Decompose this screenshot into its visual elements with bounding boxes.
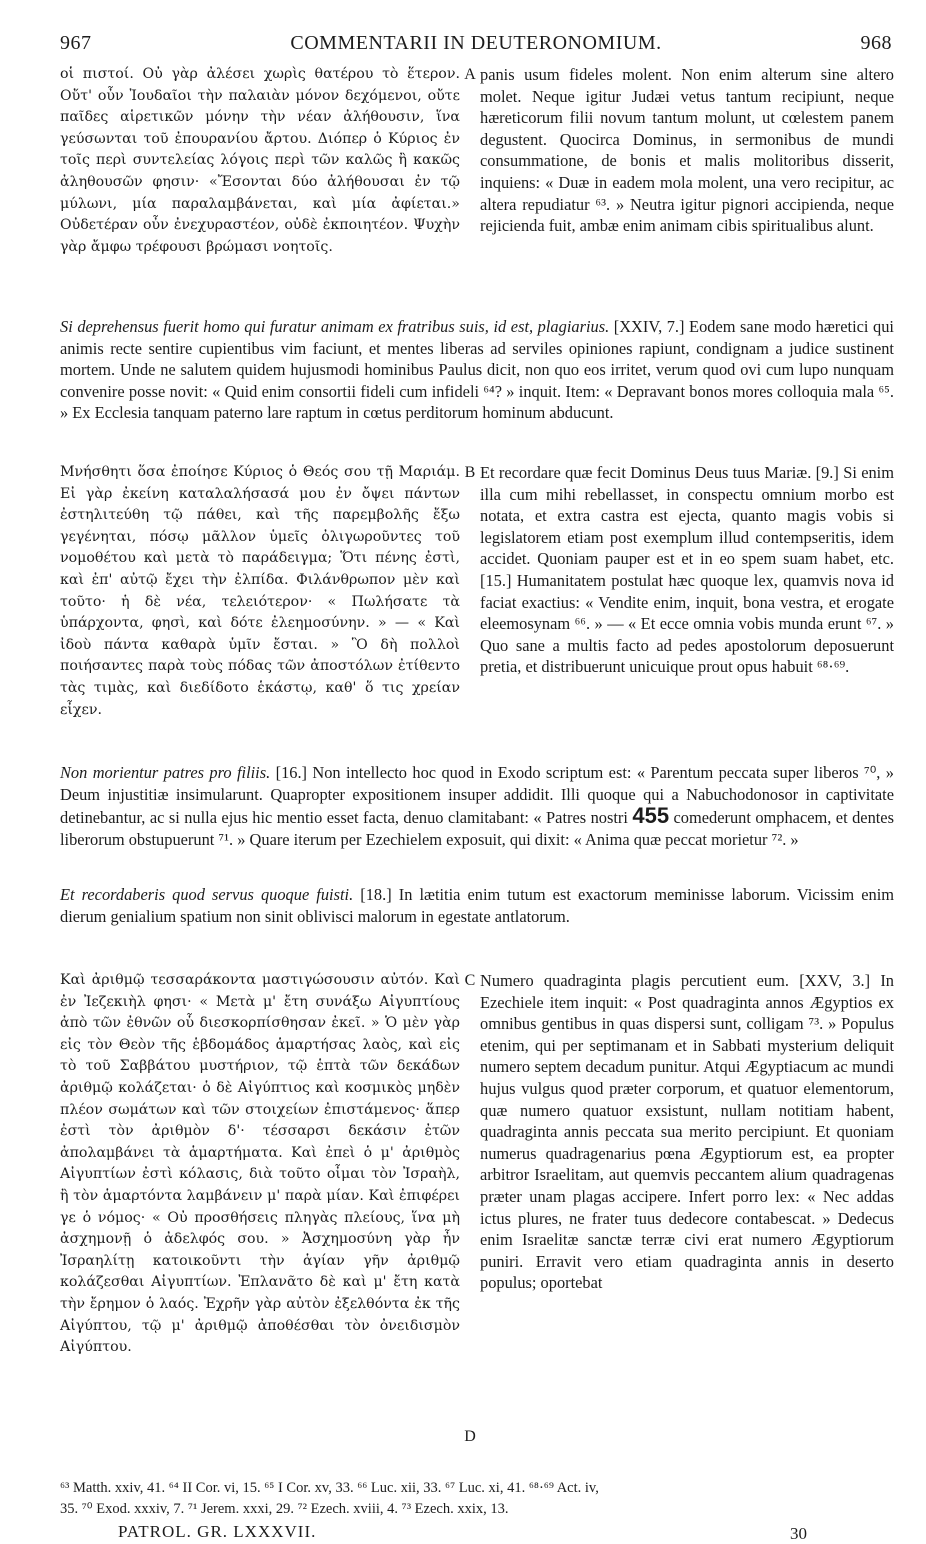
greek-column: Μνήσθητι ὅσα ἐποίησε Κύριος ὁ Θεός σου τῇ Μαριάμ. Εἰ γὰρ ἐκείνη καταλαλήσασά μου ἐν ὄψει πάντων ἐστηλιτεύθη τῷ πάθει, καὶ τῆς παρεμβολῆς ἔξω γεγένηται, πόσῳ μᾶλλον ὑμεῖς ὀλιγωροῦντες τοῦ νομοθέτου καὶ μετὰ τὸ παράδειγμα; Ὅτι πένης ἐστὶ, καὶ ἐπ' αὐτῷ ἔχει τὴν ἐλπίδα. Φιλάνθρωπον μὲν καὶ τοῦτο· ἡ δὲ νέα, τελειότερον· « Πωλήσατε τὰ ὑπάρχοντα, φησὶ, καὶ δότε ἐλεημοσύνην. » — « Καὶ ἰδοὺ πάντα καθαρὰ ὑμῖν ἔσται. » Ὃ δὴ πολλοὶ ποιήσαντες παρὰ τοὺς πόδας τῶν ἀποστόλων ἐτίθεντο τὰς τιμὰς, καὶ διεδίδοτο ἑκάστῳ, καθ' ὅ τις χρείαν εἶχεν. <box>60 464 460 718</box>
greek-column: Καὶ ἀριθμῷ τεσσαράκοντα μαστιγώσουσιν αὐτόν. Καὶ ἐν Ἰεζεκιὴλ φησι· « Μετὰ μ' ἔτη συνάξω Αἰγυπτίους ἀπὸ τῶν ἐθνῶν οὗ διεσκορπίσθησαν ἐκεῖ. » Ὁ μὲν γὰρ εἰς τὸν Θεὸν τῆς ἑβδομάδος ἁμαρτήσας λαὸς, καὶ εἰς τὸ τοῦ Σαββάτου μυστήριον, τῷ ἑπτὰ τῶν δεκάδων ἀριθμῷ κολάζεται· ὁ δὲ Αἰγύπτιος καὶ κοσμικὸς μηδὲν πλέον σωμάτων καὶ τῶν στοιχείων ἐπιστάμενος· ἅπερ ἐστὶ τὸν ἀριθμὸν δ'· τέσσαρσι δεκάσιν ἐτῶν ἀπολαμβάνει τὰ ἁμαρτήματα. Καὶ ἐπεὶ ὁ μ' ἀριθμὸς Αἰγυπτίων ἐστὶ κόλασις, διὰ τοῦτο οἶμαι τὸν Ἰσραὴλ, ἢ τὸν ἁμαρτόντα λαμβάνειν μ' παρὰ μίαν. Καὶ ἐπιφέρει γε ὁ νόμος· « Οὐ προσθήσεις πληγὰς πλείους, ἵνα μὴ ἀσχημονῇ ὁ ἀδελφός σου. » Ἀσχημοσύνη γὰρ ἦν Ἰσραηλίτῃ κατοικοῦντι τὴν ἁγίαν γῆν ἀριθμῷ κολάζεσθαι Αἰγυπτίων. Ἐπλανᾶτο δὲ καὶ μ' ἔτη κατὰ τὴν ἔρημον ὁ λαός. Ἐχρῆν γὰρ αὐτὸν ἐξελθόντα ἐκ τῆς Αἰγύπτου, τῷ μ' ἀριθμῷ ἀποθέσθαι τὸν ὀνειδισμὸν Αἰγύπτου. <box>60 972 460 1356</box>
latin-column: Et recordare quæ fecit Dominus Deus tuus Mariæ. [9.] Si enim illa cum mihi rebellasset, in conspectu omnium morbo est notata, et extra castra est ejecta, quanto magis vobis si legislatorem etiam post exemplum illud contempseritis, idem accidet. Quoniam pauper est et in eo spem suam habet, etc. [15.] Humanitatem postulat hæc quoque lex, quamvis nova id faciat exactius: « Vendite enim, inquit, bona vestra, et erogate eleemosynam ⁶⁶. » — « Et ecce omnia vobis munda erunt ⁶⁷. » Quo sane a multis facto ad pedes apostolorum deposuerunt pretia, et distribuerunt unicuique prout opus habuit ⁶⁸·⁶⁹. <box>480 463 894 677</box>
margin-marker-b: B <box>464 464 476 481</box>
full-width-paragraph-2 <box>60 762 894 850</box>
footnotes <box>60 1478 894 1520</box>
margin-marker-d: D <box>464 1428 476 1445</box>
parallel-block-1 <box>60 64 894 304</box>
greek-column: οἱ πιστοί. Οὐ γὰρ ἀλέσει χωρὶς θατέρου τὸ ἕτερον. Οὔτ' οὖν Ἰουδαῖοι τὴν παλαιὰν μόνον δεχόμενοι, οὔτε παῖδες αἱρετικῶν μόνην τὴν νέαν ἀλήθουσιν, ἵνα γεύσωνται τοῦ ἐπουρανίου ἄρτου. Διόπερ ὁ Κύριος ἐν τοῖς περὶ συντελείας λόγοις περὶ τῶν καλῶς ἢ κακῶς ἀληθουσῶν φησιν· «Ἔσονται δύο ἀλήθουσαι ἐν τῷ μύλωνι, μία παραλαμβάνεται, καὶ μία ἀφίεται.» Οὐδετέραν οὖν ἐνεχυραστέον, οὐδὲ ἐκποιητέον. Ψυχὴν γὰρ ἄμφω τρέφουσι βρώμασι νοητοῖς. <box>60 66 460 255</box>
parallel-block-3 <box>60 970 894 1460</box>
lemma: Non morientur patres pro filiis. <box>60 763 271 782</box>
footnote-line: ⁶³ Matth. xxiv, 41. ⁶⁴ II Cor. vi, 15. ⁶⁵ I Cor. xv, 33. ⁶⁶ Luc. xii, 33. ⁶⁷ Luc. xi, 41. ⁶⁸·⁶⁹ Act. iv, <box>60 1480 599 1496</box>
lemma: Si deprehensus fuerit homo qui furatur animam ex fratribus suis, id est, plagiarius. <box>60 317 610 336</box>
latin-column: panis usum fideles molent. Non enim alterum sine altero molet. Neque igitur Judæi vetus tantum recipiunt, neque hæreticorum filii novum tantum molunt, ut cœlestem panem degustent. Quocirca Dominus, in sermonibus de mundi consummatione, de bonis et malis molitoribus disserit, inquiens: « Duæ in eadem mola molent, una vero recipitur, ac altera repudiatur ⁶³. » Neutra igitur pignori accipienda, neque rejicienda fuit, ambæ enim animam cibis spiritualibus alunt. <box>480 65 894 236</box>
full-width-paragraph-1 <box>60 316 894 424</box>
paragraph-text: [XXIV, 7.] Eodem sane modo hæretici qui animis recte sentire cupientibus vim faciunt, et mentes liberas ad serviles opiniones rapiunt, condignam a judice sustinent mortem. Unde ne salutem quidem hujusmodi hominibus Paulus dicit, non quo eos irritet, verum quod ovi cum lupo nunquam convenire posse novit: « Quid enim consortii fideli cum infideli ⁶⁴? » inquit. Item: « Depravant bonos mores colloquia mala ⁶⁵. » Ex Ecclesia tanquam paterno lare raptum in cœtus perditorum hominum abducunt. <box>60 317 894 423</box>
paragraph-text: [18.] In lætitia enim tutum est exactorum meminisse laborum. Vicissim enim dierum genialium spatium non sinit oblivisci malorum in egestate antlatorum. <box>60 885 895 926</box>
parallel-block-2 <box>60 462 894 752</box>
sheet-number: 30 <box>790 1524 807 1543</box>
lemma: Et recordaberis quod servus quoque fuisti. <box>60 885 354 904</box>
paragraph-text-continued: comederunt omphacem, et dentes liberorum obstupuerunt ⁷¹. » Quare iterum per Ezechielem exposuit, qui dixit: « Anima quæ peccat morietur ⁷². » <box>60 808 894 849</box>
right-page-number: 968 <box>860 32 892 54</box>
left-page-number: 967 <box>60 32 92 54</box>
full-width-paragraph-3 <box>60 884 894 927</box>
footnote-line: 35. ⁷⁰ Exod. xxxiv, 7. ⁷¹ Jerem. xxxi, 29. ⁷² Ezech. xviii, 4. ⁷³ Ezech. xxix, 13. <box>60 1501 509 1517</box>
paragraph-text: [16.] Non intellecto hoc quod in Exodo scriptum est: « Parentum peccata super liberos ⁷⁰, » Deum injustitiæ insimularunt. Quapropter expositionem insuper addidit. Illi quoque qui a Nabuchodonosor in captivitate detinebantur, ac si nulla ejus hic mentio esset facta, denuo clamitabant: « Patres nostri <box>60 763 894 828</box>
margin-marker-a: A <box>464 66 476 83</box>
column-mark: 455 <box>632 803 670 829</box>
series-footer: PATROL. GR. LXXXVII. <box>118 1522 317 1541</box>
running-header <box>60 32 892 58</box>
latin-column: Numero quadraginta plagis percutient eum. [XXV, 3.] In Ezechiele item inquit: « Post quadraginta annos Ægyptios ex omnibus gentibus in quas dispersi sunt, colligam ⁷³. » Populus etenim, qui per septimanam et in Sabbati mysterium deliquit numero septem decadum punitur. Atqui Ægyptiacum ac mundi hujus vulgus quod præter corporum, et quatuor elementorum, quæ numero quatuor exsistunt, nullam notitiam habent, quadraginta annis peccata sua merito percipiunt. Et quoniam numerus quadragenarius pœna Ægyptiorum est, ea propter arbitror Israelitam, aut quemvis peccantem alium quadragenas præter unam plagas accipere. Infert porro lex: « Nec addas ictus plures, ne frater tuus dedecore contabescat. » Dedecus enim Israelitæ sanctæ terræ civi erat numero Ægyptiorum puniri. Erravit vero etiam quadraginta annis in deserto populus; oportebat <box>480 971 894 1293</box>
margin-marker-c: C <box>464 972 476 989</box>
running-title: COMMENTARII IN DEUTERONOMIUM. <box>290 32 662 54</box>
